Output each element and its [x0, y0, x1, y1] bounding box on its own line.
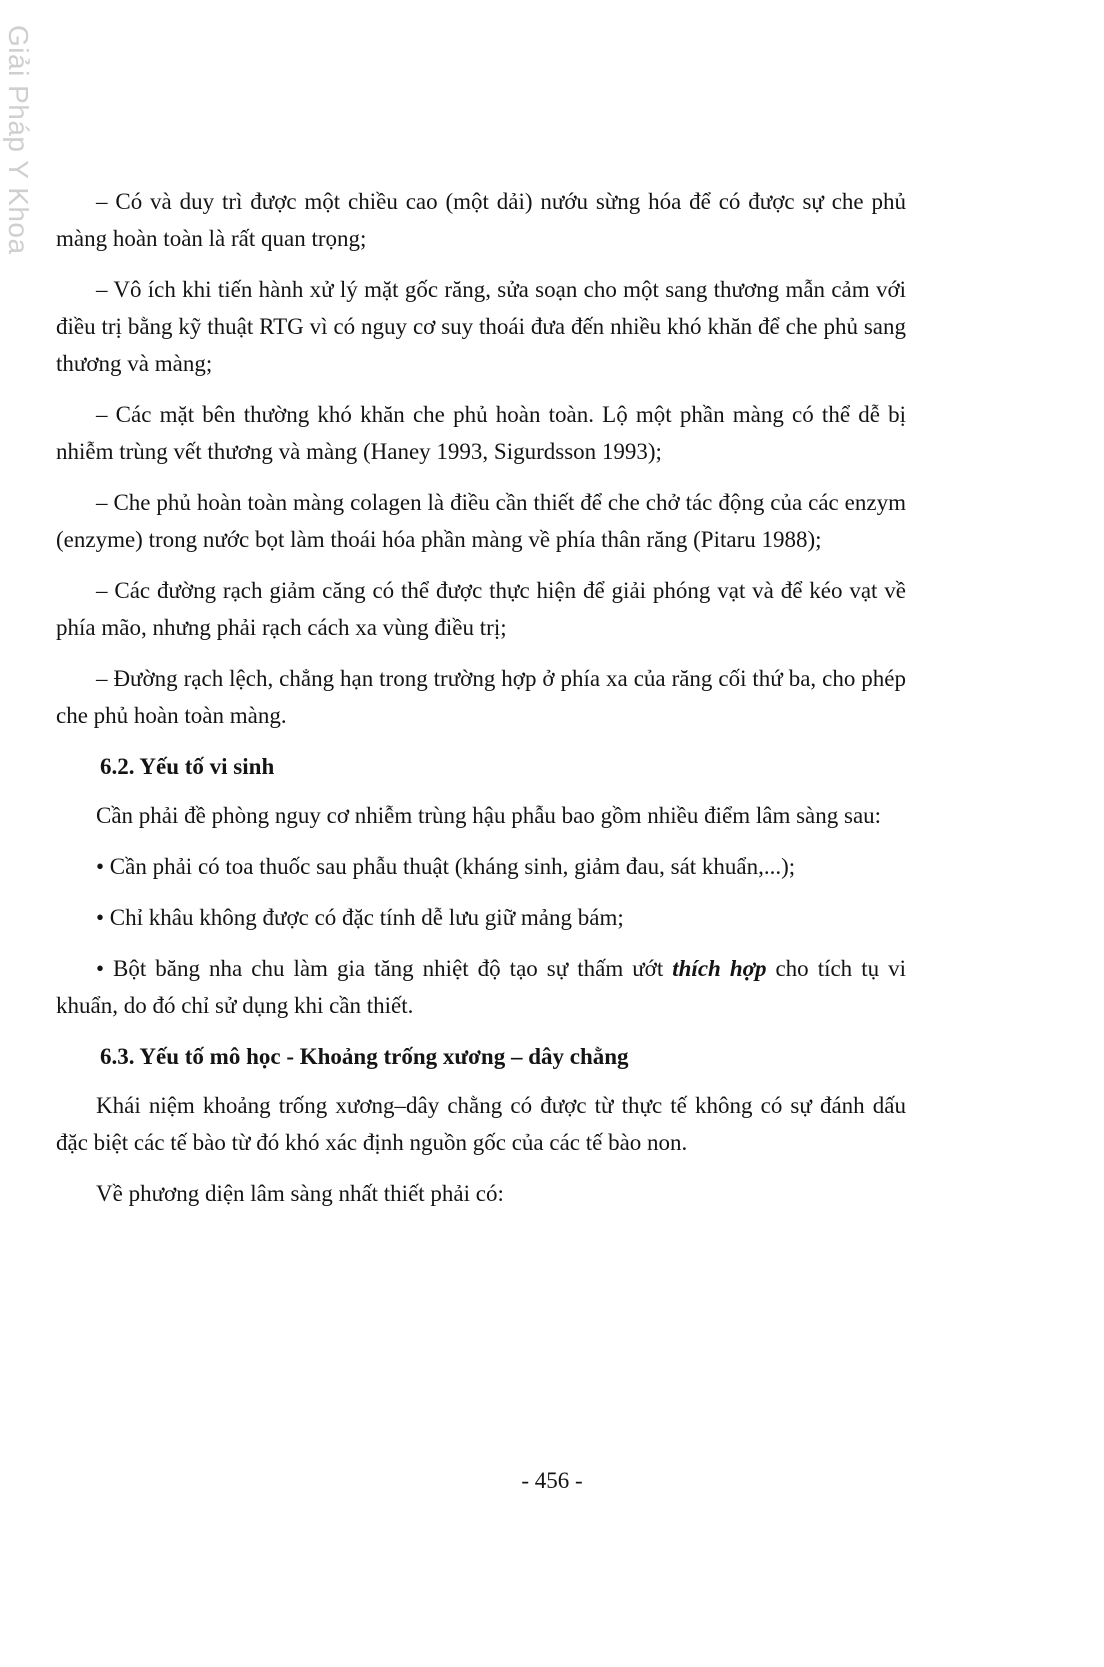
paragraph: Cần phải đề phòng nguy cơ nhiễm trùng hậu phẫu bao gồm nhiều điểm lâm sàng sau: — [96, 803, 882, 828]
paragraph: – Các mặt bên thường khó khăn che phủ hoàn toàn. Lộ một phần màng có thể dễ bị nhiễm trùng vết thương và màng (Haney 1993, Sigurdsson 1993); — [56, 402, 906, 464]
page-body — [56, 183, 906, 1226]
paragraph: Về phương diện lâm sàng nhất thiết phải có: — [96, 1181, 504, 1206]
bullet-item: • Chỉ khâu không được có đặc tính dễ lưu giữ mảng bám; — [96, 905, 624, 930]
watermark: Giải Pháp Y Khoa — [3, 25, 34, 255]
bullet-item: • Cần phải có toa thuốc sau phẫu thuật (kháng sinh, giảm đau, sát khuẩn,...); — [96, 854, 796, 879]
page-number: - 456 - — [521, 1468, 583, 1493]
paragraph: – Có và duy trì được một chiều cao (một dải) nướu sừng hóa để có được sự che phủ màng hoàn toàn là rất quan trọng; — [56, 189, 906, 251]
emphasized-text: thích hợp — [672, 956, 767, 981]
bullet-text: • Bột băng nha chu làm gia tăng nhiệt độ tạo sự thấm ướt — [96, 956, 673, 981]
paragraph: – Các đường rạch giảm căng có thể được thực hiện để giải phóng vạt và để kéo vạt về phía mão, nhưng phải rạch cách xa vùng điều trị; — [56, 578, 906, 640]
bullet-item — [56, 950, 906, 1024]
paragraph: Khái niệm khoảng trống xương–dây chằng có được từ thực tế không có sự đánh dấu đặc biệt các tế bào từ đó khó xác định nguồn gốc của các tế bào non. — [56, 1093, 906, 1155]
section-heading: 6.3. Yếu tố mô học - Khoảng trống xương – dây chằng — [100, 1044, 629, 1069]
paragraph: – Vô ích khi tiến hành xử lý mặt gốc răng, sửa soạn cho một sang thương mẫn cảm với điều trị bằng kỹ thuật RTG vì có nguy cơ suy thoái đưa đến nhiều khó khăn để che phủ sang thương và màng; — [56, 277, 906, 376]
paragraph: – Che phủ hoàn toàn màng colagen là điều cần thiết để che chở tác động của các enzym (enzyme) trong nước bọt làm thoái hóa phần màng về phía thân răng (Pitaru 1988); — [56, 490, 906, 552]
section-heading: 6.2. Yếu tố vi sinh — [100, 754, 275, 779]
bullet-text: cho tích tụ vi khuẩn, do đó chỉ sử dụng khi cần thiết. — [56, 956, 906, 1018]
paragraph: – Đường rạch lệch, chẳng hạn trong trường hợp ở phía xa của răng cối thứ ba, cho phép che phủ hoàn toàn màng. — [56, 666, 906, 728]
